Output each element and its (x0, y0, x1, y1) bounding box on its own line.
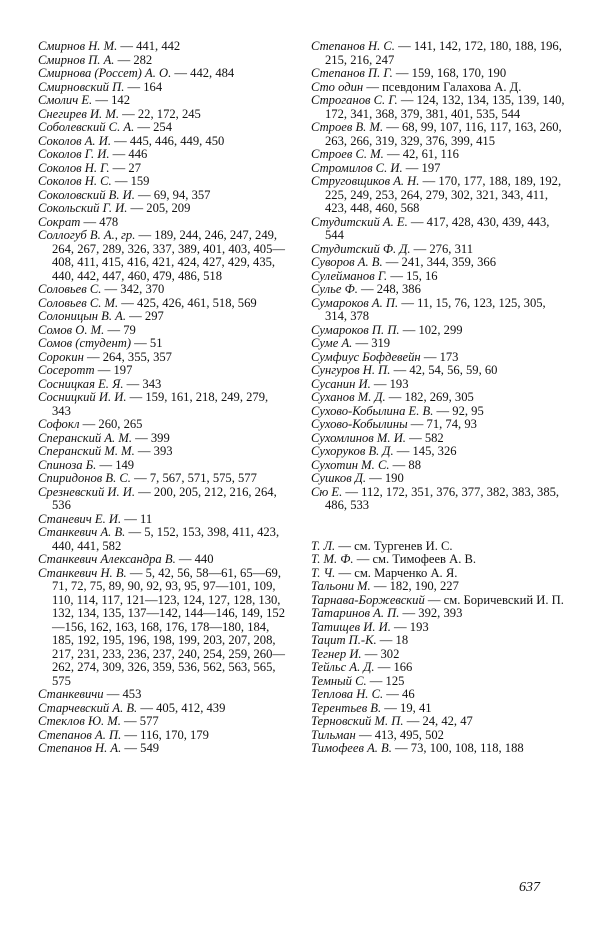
index-entry (38, 324, 288, 338)
index-entry (311, 364, 569, 378)
entry-page-refs: — 159 (111, 174, 150, 188)
index-group-s (311, 40, 569, 513)
index-entry (311, 594, 569, 608)
index-entry (38, 67, 288, 81)
entry-name: Сократ (38, 214, 81, 229)
entry-page-refs: — 73, 100, 108, 118, 188 (391, 741, 524, 755)
entry-page-refs: — 51 (131, 336, 163, 350)
entry-name: Струговщиков А. Н. (311, 174, 420, 188)
index-entry (38, 526, 288, 553)
entry-name: Т. Ч. (311, 565, 336, 580)
section-gap (311, 513, 569, 540)
index-entry (38, 148, 288, 162)
entry-page-refs: — 445, 446, 449, 450 (110, 133, 225, 148)
index-entry (38, 472, 288, 486)
index-entry (38, 54, 288, 68)
index-entry (38, 216, 288, 230)
entry-page-refs: — 248, 386 (357, 282, 421, 296)
index-entry (38, 513, 288, 527)
entry-page-refs: — 79 (104, 322, 136, 337)
entry-name: Тацит П.-К. (311, 633, 377, 647)
entry-page-refs: — 577 (120, 714, 159, 728)
entry-page-refs: — 102, 299 (399, 322, 463, 337)
entry-name: Сусанин И. (311, 376, 371, 391)
index-entry (38, 175, 288, 189)
entry-page-refs: — 282 (114, 52, 153, 67)
entry-page-refs: — 24, 42, 47 (403, 714, 473, 728)
entry-page-refs: — 182, 190, 227 (370, 579, 459, 593)
entry-name: Тейльс А. Д. (311, 660, 375, 674)
index-entry (311, 297, 569, 324)
entry-name: Соколов Н. Г. (38, 160, 110, 175)
index-entry (38, 567, 288, 689)
entry-name: Темный С. (311, 673, 367, 688)
entry-page-refs: — 442, 484 (171, 66, 235, 80)
entry-name: Сухоруков В. Д. (311, 444, 394, 458)
entry-name: Соколов Г. И. (38, 147, 110, 161)
entry-name: Смирновский П. (38, 79, 125, 94)
index-entry (311, 405, 569, 419)
entry-name: Тальони М. (311, 579, 371, 593)
entry-page-refs: — 549 (121, 741, 160, 755)
entry-name: Стеклов Ю. М. (38, 714, 121, 728)
entry-name: Тильман (311, 727, 356, 742)
entry-name: Терентьев В. (311, 700, 382, 715)
index-entry (38, 742, 288, 756)
entry-page-refs: — 15, 16 (387, 268, 438, 283)
index-entry (38, 202, 288, 216)
entry-name: Старчевский А. В. (38, 700, 138, 715)
entry-name: Солоницын В. А. (38, 309, 127, 323)
entry-page-refs: — 7, 567, 571, 575, 577 (130, 471, 257, 485)
entry-name: Сулейманов Г. (311, 268, 388, 283)
entry-page-refs: — 68, 99, 107, 116, 117, 163, 260, 263, 266, 319, 329, 376, 399, 415 (325, 120, 562, 148)
entry-name: Сунгуров Н. П. (311, 363, 391, 377)
entry-name: Т. М. Ф. (311, 552, 354, 566)
entry-page-refs: — 125 (366, 673, 405, 688)
entry-page-refs: — 164 (124, 79, 163, 94)
entry-page-refs: — 197 (402, 160, 441, 175)
entry-name: Степанов А. П. (38, 727, 122, 742)
entry-name: Сухомлинов М. И. (311, 430, 406, 445)
index-entry (38, 715, 288, 729)
entry-page-refs: — 149 (96, 457, 135, 472)
entry-name: Студитский Ф. Д. (311, 241, 411, 256)
entry-name: Сумфиус Бофдевейн (311, 349, 421, 364)
index-entry (38, 351, 288, 365)
entry-page-refs: — 173 (420, 349, 459, 364)
entry-name: Суханов М. Д. (311, 390, 386, 404)
entry-page-refs: — 440 (175, 552, 214, 566)
entry-name: Сосницкий И. И. (38, 390, 127, 404)
entry-name: Стромилов С. И. (311, 160, 403, 175)
index-group-t (311, 540, 569, 756)
entry-name: Станевич Е. И. (38, 511, 122, 526)
index-entry (311, 661, 569, 675)
entry-name: Сомов О. М. (38, 322, 105, 337)
entry-page-refs: — 69, 94, 357 (134, 187, 211, 202)
entry-page-refs: — см. Тургенев И. С. (335, 538, 453, 553)
index-entry (311, 729, 569, 743)
index-entry (311, 148, 569, 162)
index-column-right (311, 40, 569, 756)
index-entry (38, 378, 288, 392)
entry-page-refs: — 92, 95 (433, 403, 484, 418)
entry-name: Тегнер И. (311, 646, 362, 661)
entry-name: Соллогуб В. А., гр. (38, 228, 136, 242)
index-entry (311, 540, 569, 554)
index-entry (311, 472, 569, 486)
entry-name: Строганов С. Г. (311, 93, 398, 107)
entry-name: Сосеротт (38, 363, 95, 377)
entry-name: Станкевич Н. В. (38, 565, 127, 580)
entry-name: Сушков Д. (311, 471, 366, 485)
entry-page-refs: — 200, 205, 212, 216, 264, 536 (52, 484, 277, 512)
entry-name: Татаринов А. П. (311, 606, 400, 620)
index-entry (311, 432, 569, 446)
index-entry (38, 459, 288, 473)
entry-page-refs: — 478 (80, 214, 119, 229)
index-entry (311, 337, 569, 351)
index-entry (311, 445, 569, 459)
entry-page-refs: — см. Марченко А. Я. (335, 565, 458, 580)
entry-page-refs: — 190 (365, 471, 404, 485)
entry-name: Тарнава-Боржевский (311, 592, 425, 607)
entry-page-refs: — 42, 54, 56, 59, 60 (390, 363, 498, 377)
index-entry (311, 486, 569, 513)
index-entry (38, 297, 288, 311)
index-entry (38, 310, 288, 324)
entry-page-refs: — 205, 209 (127, 201, 191, 215)
index-entry (311, 378, 569, 392)
entry-page-refs: — 170, 177, 188, 189, 192, 225, 249, 253, 264, 279, 302, 321, 343, 411, 423, 448, 460, 568 (325, 174, 562, 215)
entry-page-refs: — 5, 42, 56, 58—61, 65—69, 71, 72, 75, 89, 90, 92, 93, 95, 97—101, 109, 110, 114, 117, 121—123, 124, 127, 128, 130, 132, 134, 135, 137—142, 144—146, 149, 152—156, 162, 163, 168, 176, 178—180, 184, 185, 192, 195, 196, 198, 199, 203, 207, 208, 217, 231, 233, 236, 237, 240, 254, 259, 260—262, 274, 309, 326, 359, 536, 562, 563, 565, 575 (52, 565, 285, 688)
entry-page-refs: — см. Боричевский И. П. (424, 592, 564, 607)
entry-name: Смолич Е. (38, 93, 93, 107)
index-entry (38, 283, 288, 297)
index-entry (38, 40, 288, 54)
index-entry (38, 702, 288, 716)
entry-page-refs: — 159, 168, 170, 190 (392, 66, 507, 80)
index-entry (311, 675, 569, 689)
index-entry (311, 688, 569, 702)
entry-name: Строев С. М. (311, 147, 384, 161)
index-entry (311, 216, 569, 243)
index-entry (311, 553, 569, 567)
entry-page-refs: — 193 (370, 376, 409, 391)
index-entry (38, 108, 288, 122)
entry-page-refs: — 260, 265 (79, 417, 143, 431)
index-entry (38, 391, 288, 418)
entry-page-refs: — 393 (134, 444, 173, 458)
entry-page-refs: — 46 (383, 687, 415, 701)
index-entry (311, 607, 569, 621)
index-entry (311, 459, 569, 473)
entry-name: Сомов (студент) (38, 336, 132, 350)
entry-page-refs: — 142 (92, 93, 130, 107)
index-entry (311, 94, 569, 121)
entry-name: Сухово-Кобылины (311, 417, 408, 431)
entry-name: Сумароков П. П. (311, 322, 400, 337)
entry-page-refs: — 446 (109, 147, 148, 161)
entry-page-refs: — 193 (390, 619, 429, 634)
entry-name: Снегирев И. М. (38, 106, 119, 121)
index-entry (311, 580, 569, 594)
index-entry (38, 486, 288, 513)
entry-name: Соколов Н. С. (38, 174, 112, 188)
entry-name: Сухотин М. С. (311, 457, 390, 472)
entry-page-refs: — 189, 244, 246, 247, 249, 264, 267, 289, 326, 337, 389, 401, 403, 405—408, 411, 415, 416, 421, 424, 427, 429, 435, 440, 442, 447, 460, 479, 486, 518 (52, 228, 285, 283)
entry-page-refs: — 27 (109, 160, 141, 175)
entry-page-refs: — псевдоним Галахова А. Д. (363, 79, 522, 94)
entry-page-refs: — 11 (121, 511, 153, 526)
index-entry (38, 81, 288, 95)
entry-name: Сулье Ф. (311, 282, 358, 296)
entry-name: Соловьев С. М. (38, 295, 119, 310)
index-entry (38, 432, 288, 446)
entry-page-refs: — 453 (103, 687, 142, 701)
entry-page-refs: — 302 (361, 646, 400, 661)
entry-name: Соколов А. И. (38, 133, 111, 148)
entry-name: Суворов А. В. (311, 255, 383, 269)
entry-page-refs: — 22, 172, 245 (118, 106, 201, 121)
entry-name: Станкевич А. В. (38, 525, 126, 539)
entry-name: Сумароков А. П. (311, 295, 399, 310)
entry-page-refs: — 241, 344, 359, 366 (382, 255, 496, 269)
index-entry (311, 283, 569, 297)
entry-page-refs: — 19, 41 (381, 700, 432, 715)
index-entry (311, 175, 569, 216)
entry-page-refs: — 342, 370 (101, 282, 165, 296)
entry-page-refs: — 18 (376, 633, 409, 647)
index-entry (311, 418, 569, 432)
index-entry (38, 189, 288, 203)
index-entry (311, 162, 569, 176)
index-entry (311, 324, 569, 338)
entry-page-refs: — 441, 442 (117, 39, 181, 53)
entry-page-refs: — 413, 495, 502 (355, 727, 444, 742)
entry-name: Сорокин (38, 349, 84, 364)
entry-page-refs: — 159, 161, 218, 249, 279, 343 (52, 390, 269, 418)
entry-name: Сто один (311, 79, 364, 94)
index-entry (311, 391, 569, 405)
entry-name: Сю Е. (311, 484, 343, 499)
entry-name: Станкевичи (38, 687, 104, 701)
entry-name: Сосницкая Е. Я. (38, 376, 124, 391)
entry-page-refs: — 343 (123, 376, 162, 391)
index-entry (311, 634, 569, 648)
entry-name: Сокольский Г. И. (38, 201, 128, 215)
index-entry (38, 121, 288, 135)
entry-name: Смирнова (Россет) А. О. (38, 66, 172, 80)
index-entry (311, 351, 569, 365)
page-number: 637 (519, 880, 540, 895)
index-entry (38, 229, 288, 283)
index-entry (38, 688, 288, 702)
entry-page-refs: — 166 (374, 660, 413, 674)
index-entry (311, 270, 569, 284)
index-entry (38, 553, 288, 567)
entry-name: Соловьев С. (38, 282, 102, 296)
entry-page-refs: — 319 (352, 336, 391, 350)
index-entry (311, 715, 569, 729)
index-entry (311, 40, 569, 67)
entry-page-refs: — 5, 152, 153, 398, 411, 423, 440, 441, 582 (52, 525, 280, 553)
index-entry (311, 81, 569, 95)
entry-name: Срезневский И. И. (38, 484, 136, 499)
index-entry (311, 621, 569, 635)
entry-page-refs: — см. Тимофеев А. В. (353, 552, 477, 566)
index-entry (38, 162, 288, 176)
index-entry (311, 256, 569, 270)
entry-page-refs: — 116, 170, 179 (121, 727, 209, 742)
entry-name: Степанов Н. С. (311, 39, 395, 53)
entry-name: Сухово-Кобылина Е. В. (311, 403, 434, 418)
entry-name: Т. Л. (311, 538, 336, 553)
entry-page-refs: — 141, 142, 172, 180, 188, 196, 215, 216, 247 (325, 39, 562, 67)
entry-name: Софокл (38, 417, 80, 431)
index-column-left (38, 40, 288, 756)
entry-page-refs: — 582 (405, 430, 444, 445)
entry-name: Сперанский М. М. (38, 444, 135, 458)
index-entry (311, 121, 569, 148)
entry-page-refs: — 297 (126, 309, 164, 323)
index-entry (38, 337, 288, 351)
entry-page-refs: — 417, 428, 430, 439, 443, 544 (325, 214, 550, 242)
entry-page-refs: — 124, 132, 134, 135, 139, 140, 172, 341, 368, 379, 381, 401, 535, 544 (325, 93, 565, 121)
index-entry (38, 94, 288, 108)
entry-name: Смирнов Н. М. (38, 39, 118, 53)
entry-name: Теплова Н. С. (311, 687, 384, 701)
entry-page-refs: — 42, 61, 116 (383, 147, 459, 161)
entry-page-refs: — 71, 74, 93 (407, 417, 477, 431)
index-entry (311, 648, 569, 662)
entry-name: Сперанский А. М. (38, 430, 132, 445)
entry-name: Смирнов П. А. (38, 52, 115, 67)
entry-page-refs: — 399 (131, 430, 170, 445)
entry-page-refs: — 182, 269, 305 (385, 390, 474, 404)
entry-name: Соболевский С. А. (38, 120, 135, 134)
entry-name: Спиридонов В. С. (38, 471, 131, 485)
entry-name: Терновский М. П. (311, 714, 404, 728)
index-entry (311, 243, 569, 257)
entry-page-refs: — 425, 426, 461, 518, 569 (118, 295, 257, 310)
entry-name: Спиноза Б. (38, 457, 97, 472)
entry-name: Соколовский В. И. (38, 187, 135, 202)
index-entry (311, 67, 569, 81)
entry-page-refs: — 254 (134, 120, 173, 134)
index-entry (38, 445, 288, 459)
entry-name: Суме А. (311, 336, 353, 350)
index-entry (311, 702, 569, 716)
entry-name: Степанов Н. А. (38, 741, 122, 755)
index-entry (311, 742, 569, 756)
entry-page-refs: — 392, 393 (399, 606, 463, 620)
entry-name: Татищев И. И. (311, 619, 391, 634)
entry-name: Студитский А. Е. (311, 214, 408, 229)
entry-name: Тимофеев А. В. (311, 741, 392, 755)
entry-name: Строев В. М. (311, 120, 384, 134)
entry-name: Станкевич Александра В. (38, 552, 176, 566)
entry-name: Степанов П. Г. (311, 66, 393, 80)
entry-page-refs: — 197 (94, 363, 133, 377)
entry-page-refs: — 264, 355, 357 (83, 349, 172, 364)
index-entry (38, 418, 288, 432)
index-entry (38, 135, 288, 149)
entry-page-refs: — 11, 15, 76, 123, 125, 305, 314, 378 (325, 295, 546, 323)
entry-page-refs: — 405, 412, 439 (137, 700, 226, 715)
entry-page-refs: — 145, 326 (393, 444, 457, 458)
index-entry (311, 567, 569, 581)
index-entry (38, 364, 288, 378)
entry-page-refs: — 112, 172, 351, 376, 377, 382, 383, 385, 486, 533 (325, 484, 560, 512)
entry-page-refs: — 276, 311 (410, 241, 473, 256)
entry-page-refs: — 88 (389, 457, 422, 472)
index-entry (38, 729, 288, 743)
